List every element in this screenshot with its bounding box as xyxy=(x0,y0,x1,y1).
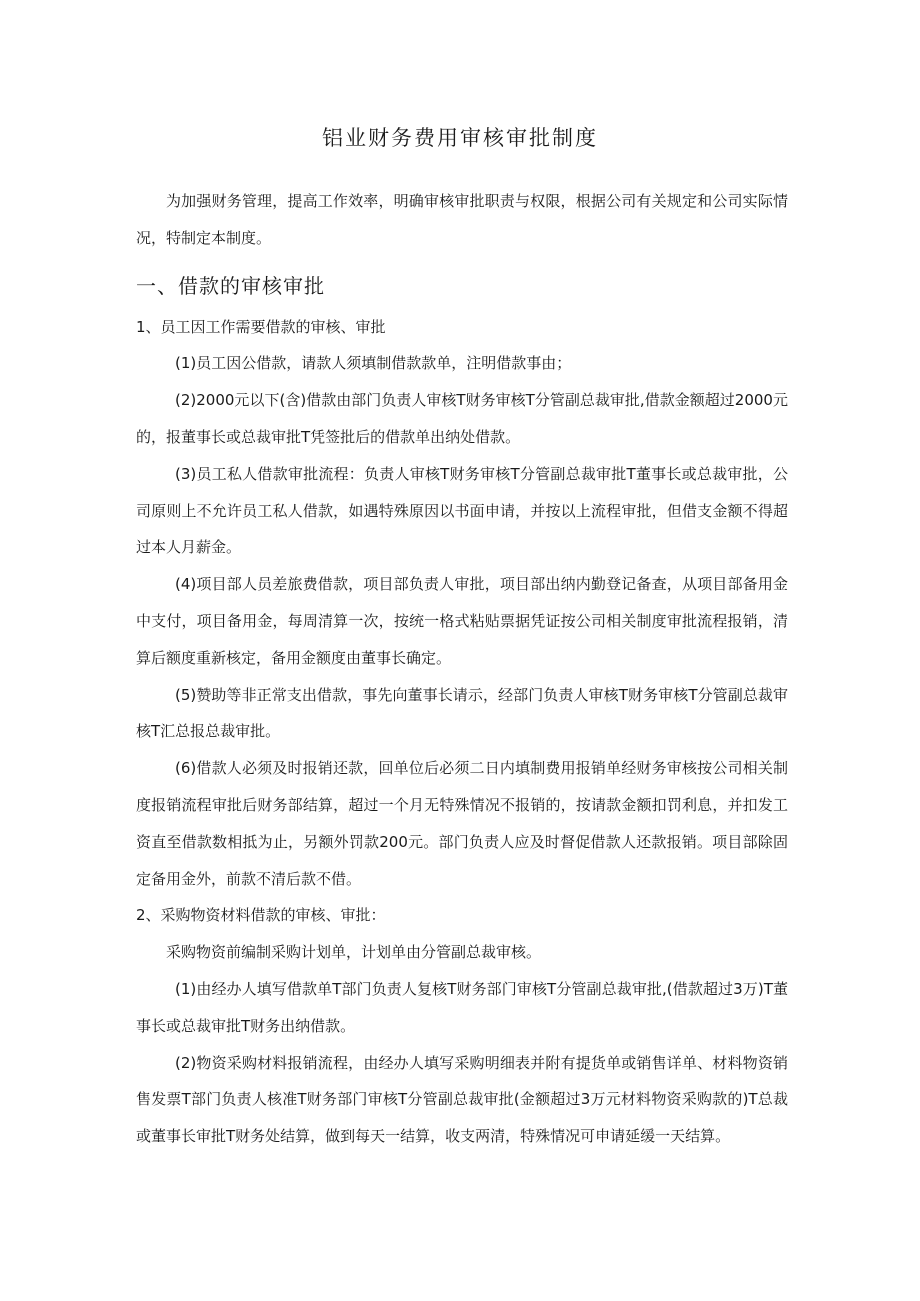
document-body xyxy=(136,183,788,1155)
subsection-heading: 1、员工因工作需要借款的审核、审批 xyxy=(136,317,386,336)
document-title: 铝业财务费用审核审批制度 xyxy=(322,126,598,150)
section-heading: 一、借款的审核审批 xyxy=(136,273,325,298)
list-item: (2)2000元以下(含)借款由部门负责人审核T财务审核T分管副总裁审批,借款金额超过2000元的，报董事长或总裁审批T凭签批后的借款单出纳处借款。 xyxy=(136,391,788,446)
intro-paragraph: 为加强财务管理，提高工作效率，明确审核审批职责与权限，根据公司有关规定和公司实际情况，特制定本制度。 xyxy=(136,192,788,247)
list-item: (3)员工私人借款审批流程：负责人审核T财务审核T分管副总裁审批T董事长或总裁审批，公司原则上不允许员工私人借款，如遇特殊原因以书面申请，并按以上流程审批，但借支金额不得超过本人月薪金。 xyxy=(136,464,788,557)
list-item: (4)项目部人员差旅费借款，项目部负责人审批，项目部出纳内勤登记备查，从项目部备用金中支付，项目备用金，每周清算一次，按统一格式粘贴票据凭证按公司相关制度审批流程报销，清算后额度重新核定，备用金额度由董事长确定。 xyxy=(136,575,788,667)
list-item: (1)由经办人填写借款单T部门负责人复核T财务部门审核T分管副总裁审批,(借款超过3万)T董事长或总裁审批T财务出纳借款。 xyxy=(136,979,788,1035)
list-item: (6)借款人必须及时报销还款，回单位后必须二日内填制费用报销单经财务审核按公司相关制度报销流程审批后财务部结算，超过一个月无特殊情况不报销的，按请款金额扣罚利息，并扣发工资直至借款数相抵为止，另额外罚款200元。部门负责人应及时督促借款人还款报销。项目部除固定备用金外，前款不清后款不借。 xyxy=(136,759,788,888)
list-item: (5)赞助等非正常支出借款，事先向董事长请示，经部门负责人审核T财务审核T分管副总裁审核T汇总报总裁审批。 xyxy=(136,685,788,741)
subsection-heading: 2、采购物资材料借款的审核、审批： xyxy=(136,906,386,925)
subsection-lead: 采购物资前编制采购计划单，计划单由分管副总裁审核。 xyxy=(166,943,542,962)
list-item: (2)物资采购材料报销流程，由经办人填写采购明细表并附有提货单或销售详单、材料物资销售发票T部门负责人核准T财务部门审核T分管副总裁审批(金额超过3万元材料物资采购款的)T总裁或董事长审批T财务处结算，做到每天一结算，收支两清，特殊情况可申请延缓一天结算。 xyxy=(136,1053,788,1146)
list-item: (1)员工因公借款，请款人须填制借款款单，注明借款事由； xyxy=(175,354,572,373)
